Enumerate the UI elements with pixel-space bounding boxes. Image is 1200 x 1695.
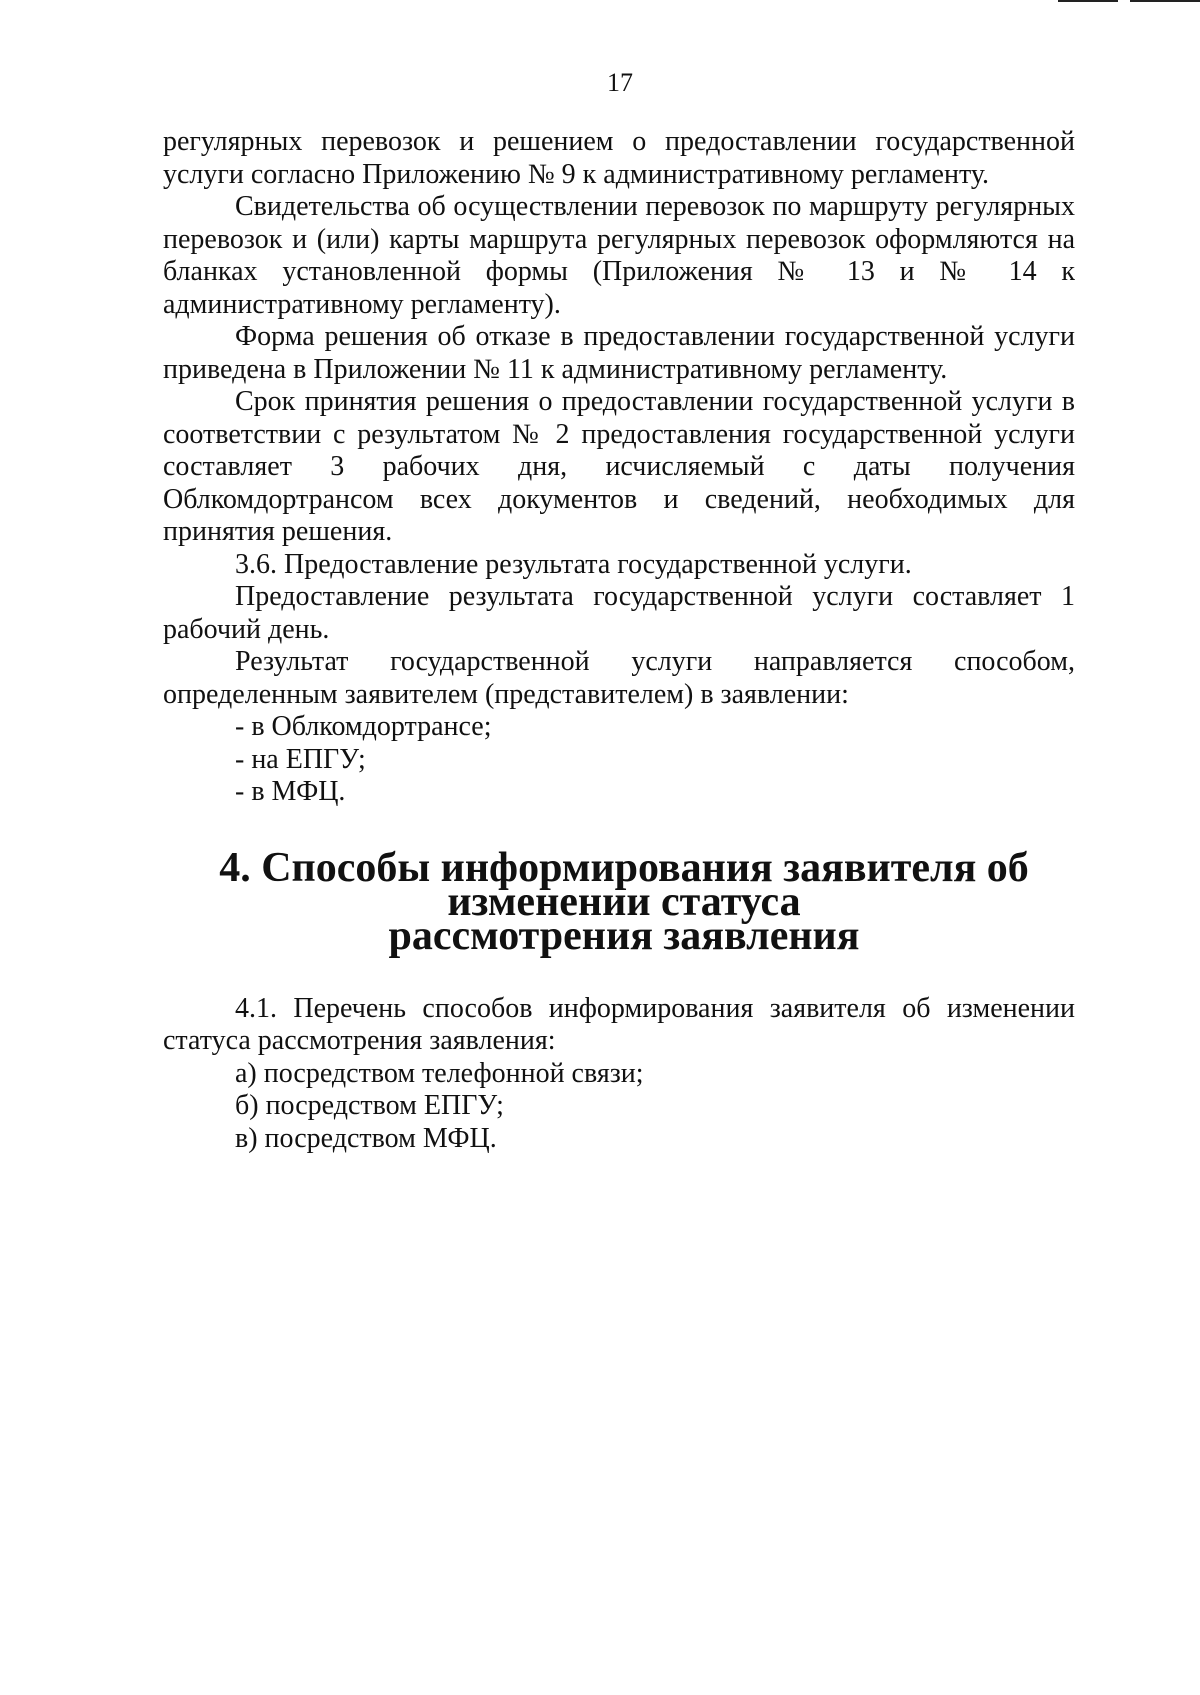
section-heading-line: рассмотрения заявления [388,912,860,959]
section-heading-line: 4. Способы информирования заявителя об изменении статуса [219,844,1029,925]
list-item: в) посредством МФЦ. [235,1122,497,1154]
paragraph: Свидетельства об осуществлении перевозок по маршруту регулярных перевозок и (или) карты маршрута регулярных перевозок оформляются на бланках установленной формы (Приложения № 13 и № 14 к административному регламенту). [163,191,1075,320]
section-heading [163,844,1075,959]
paragraph: 3.6. Предоставление результата государственной услуги. [235,548,912,580]
paragraph: Результат государственной услуги направляется способом, определенным заявителем (представителем) в заявлении: [163,646,1075,710]
paragraph: Срок принятия решения о предоставлении государственной услуги в соответствии с результатом № 2 предоставления государственной услуги составляет 3 рабочих дня, исчисляемый с даты получения Облкомдортрансом всех документов и сведений, необходимых для принятия решения. [163,386,1075,547]
document-body [163,126,1075,1155]
paragraph: регулярных перевозок и решением о предоставлении государственной услуги согласно Приложению № 9 к административному регламенту. [163,126,1075,190]
paragraph: 4.1. Перечень способов информирования заявителя об изменении статуса рассмотрения заявления: [163,992,1075,1056]
list-item: б) посредством ЕПГУ; [235,1090,504,1121]
scan-edge-mark [1130,0,1200,2]
page-number: 17 [607,68,633,97]
scan-edge-mark [1058,0,1118,2]
list-item: - в МФЦ. [235,776,346,807]
list-item: а) посредством телефонной связи; [235,1057,644,1089]
paragraph: Форма решения об отказе в предоставлении государственной услуги приведена в Приложении № 11 к административному регламенту. [163,321,1075,385]
paragraph: Предоставление результата государственной услуги составляет 1 рабочий день. [163,581,1075,645]
list-item: - в Облкомдортрансе; [235,711,492,742]
list-item: - на ЕПГУ; [235,743,366,775]
